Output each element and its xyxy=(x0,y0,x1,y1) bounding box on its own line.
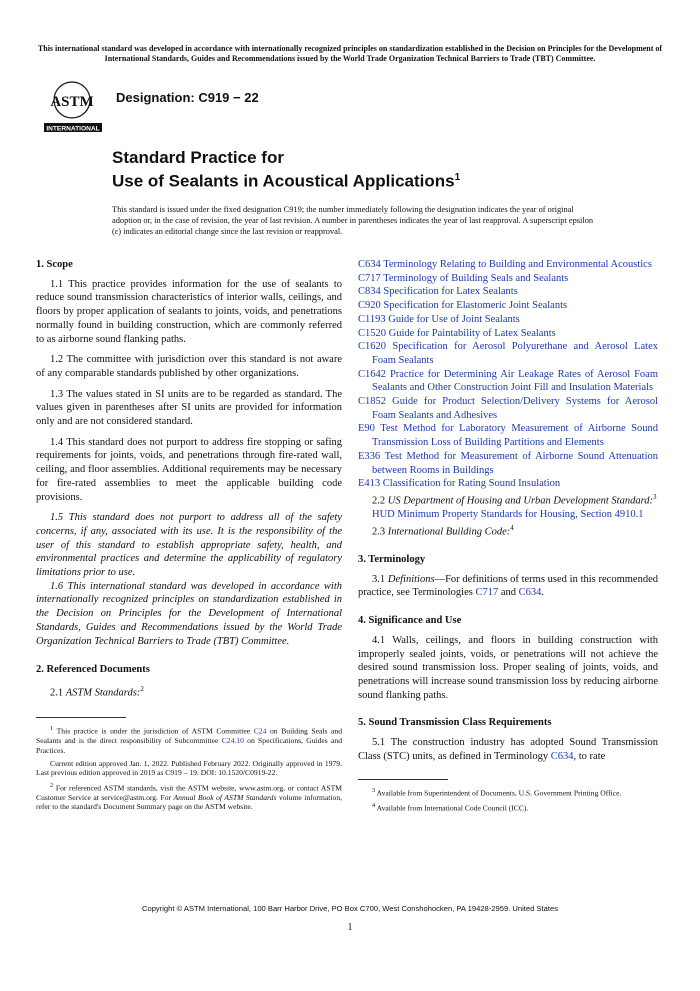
p2-2: 2.2 US Department of Housing and Urban Development Standard:$^3$ xyxy=(372,492,657,507)
astm-reference-item xyxy=(358,272,658,286)
reference-code-link[interactable]: C634 xyxy=(358,259,381,270)
footnote-4: $^4$ Available from International Code Council (ICC). xyxy=(372,801,529,813)
reference-title-link[interactable]: Specification for Aerosol Polyurethane and Aerosol Latex Foam Sealants xyxy=(372,341,659,366)
reference-code-link[interactable]: E90 xyxy=(358,423,375,435)
link-c24[interactable]: C24 xyxy=(253,726,267,736)
link-c634-stc[interactable]: C634 xyxy=(550,750,574,762)
astm-reference-item xyxy=(358,285,658,299)
scope-p5: 1.5 This standard does not purport to address all of the safety concerns, if any, associated with its use. It is the responsibility of the user of this standard to establish appropriate safety, health, and environmental practices and determine the applicability of regulatory limitations prior to use. xyxy=(36,512,342,579)
document-title xyxy=(112,148,460,192)
reference-code-link[interactable]: C834 xyxy=(358,286,381,298)
reference-title-link[interactable]: Classification for Rating Sound Insulation xyxy=(382,478,561,490)
scope-p3: 1.3 The values stated in SI units are to be regarded as standard. The values given in parentheses after SI units are provided for information only and are not considered standard. xyxy=(36,388,342,428)
page-number: 1 xyxy=(347,922,353,933)
link-c717[interactable]: C717 xyxy=(475,587,499,599)
footnote-1: $^1$ This practice is under the jurisdiction of ASTM Committee C24 on Building Seals and Sealants and is the direct responsibility of Subcommittee C24.10 on Specifications, Guides and Practices. xyxy=(36,725,343,755)
reference-title-link[interactable]: Specification for Elastomeric Joint Sealants xyxy=(383,300,568,312)
scope-p4: 1.4 This standard does not purport to address fire stopping or safing requirements for joints, voids, and penetrations through fire-rated wall, ceiling, and floor assemblies. Additional requirements may be necessary for fire-rated assemblies to meet the applicable building code provisions. xyxy=(36,436,342,503)
reference-code-link[interactable]: C1520 xyxy=(358,327,387,339)
astm-reference-item xyxy=(358,313,658,327)
astm-logo-icon xyxy=(38,78,108,136)
astm-reference-item xyxy=(358,395,658,422)
significance-p1: 4.1 Walls, ceilings, and floors in building construction with improperly sealed joints, voids, or penetrations will not achieve the desired sound transmission loss. Proper sealing of joints, voids, and penetrations will increase sound transmission loss by reducing airborne sound flanking paths. xyxy=(358,634,658,701)
link-c634-term[interactable]: C634 xyxy=(518,587,542,599)
top-note: This international standard was developed in accordance with internationally recognized principles on standardization established in the Decision on Principles for the Development of International Standards, Guides and Recommendations issued by the World Trade Organization Technical Barriers to Trade (TBT) Committee. xyxy=(37,44,663,63)
reference-code-link[interactable]: C1620 xyxy=(358,341,387,353)
reference-title-link[interactable]: Test Method for Laboratory Measurement of Airborne Sound Transmission Loss of Building Partitions and Elements xyxy=(372,423,659,449)
stc-heading: 5. Sound Transmission Class Requirements xyxy=(358,717,552,729)
issue-note: This standard is issued under the fixed designation C919; the number immediately following the designation indicates the year of original adoption or, in the case of revision, the year of last revision. A number in parentheses indicates the year of last reapproval. A superscript epsilon (ε) indicates an editorial change since the last revision or reapproval. xyxy=(112,205,594,236)
astm-reference-item xyxy=(358,477,658,491)
astm-reference-item xyxy=(358,327,658,341)
astm-reference-item xyxy=(358,258,658,272)
reference-title-link[interactable]: Terminology of Building Seals and Sealants xyxy=(383,272,569,284)
left-column xyxy=(36,258,342,815)
reference-title-link[interactable]: Practice for Determining Air Leakage Rates of Aerosol Foam Sealants and Other Construction Joint Fill and Insulation Materials xyxy=(372,368,658,394)
scope-p6: 1.6 This international standard was developed in accordance with internationally recognized principles on standardization established in the Decision on Principles for the Development of International Standards, Guides and Recommendations issued by the World Trade Organization Technical Barriers to Trade (TBT) Committee. xyxy=(36,580,342,647)
footnote-2: $^2$ For referenced ASTM standards, visit the ASTM website, www.astm.org, or contact ASTM Customer Service at service@astm.org. For Annual Book of ASTM Standards volume information, refer to the standard's Document Summary page on the ASTM website. xyxy=(36,781,343,812)
footnote-1-edition: Current edition approved Jan. 1, 2022. Published February 2022. Originally approved in 1979. Last previous edition approved in 2019 as C919 – 19. DOI: 10.1520/C0919-22. xyxy=(36,758,342,778)
reference-code-link[interactable]: E413 xyxy=(358,478,381,490)
right-column xyxy=(358,258,658,816)
reference-code-link[interactable]: C920 xyxy=(358,300,381,312)
terminology-heading: 3. Terminology xyxy=(358,554,426,566)
title-line2: Use of Sealants in Acoustical Applications xyxy=(112,171,455,191)
designation: Designation: C919 − 22 xyxy=(116,90,259,105)
footnote-rule-right xyxy=(358,779,448,780)
logo-sub-text: INTERNATIONAL xyxy=(46,125,100,133)
footnote-3: $^3$ Available from Superintendent of Documents, U.S. Government Printing Office. xyxy=(372,786,622,798)
reference-title-link[interactable]: Test Method for Measurement of Airborne Sound Attenuation between Rooms in Buildings xyxy=(372,450,658,476)
reference-code-link[interactable]: C1642 xyxy=(358,368,387,380)
terminology-p1: 3.1 Definitions—For definitions of terms used in this recommended practice, see Terminologies C717 and C634. xyxy=(358,573,658,599)
astm-reference-list xyxy=(358,258,658,491)
scope-p2: 1.2 The committee with jurisdiction over this standard is not aware of any comparable standards published by other organizations. xyxy=(36,354,342,379)
p2-3: 2.3 International Building Code:$^4$ xyxy=(372,523,514,538)
reference-title-link[interactable]: Specification for Latex Sealants xyxy=(383,286,518,298)
footnote-rule-left xyxy=(36,717,126,718)
link-c24-10[interactable]: C24.10 xyxy=(221,736,244,746)
astm-reference-item xyxy=(358,368,658,395)
astm-reference-item xyxy=(358,299,658,313)
reference-title-link[interactable]: Guide for Product Selection/Delivery Systems for Aerosol Foam Sealants and Adhesives xyxy=(372,396,658,421)
astm-reference-item xyxy=(358,450,658,477)
reference-title-link[interactable]: Guide for Paintability of Latex Sealants xyxy=(388,327,556,339)
copyright-footer: Copyright © ASTM International, 100 Barr Harbor Drive, PO Box C700, West Conshohocken, PA 19428-2959. United States xyxy=(141,904,558,913)
refdocs-p1: 2.1 ASTM Standards:$^2$ xyxy=(50,684,144,699)
title-line1: Standard Practice for xyxy=(112,148,284,167)
astm-reference-item xyxy=(358,340,658,367)
stc-p1: 5.1 The construction industry has adopted Sound Transmission Class (STC) units, as defined in Terminology C634, to rate xyxy=(358,737,658,762)
logo-text: ASTM xyxy=(50,94,94,110)
reference-code-link[interactable]: C717 xyxy=(358,272,381,284)
refdocs-heading: 2. Referenced Documents xyxy=(36,664,150,676)
reference-code-link[interactable]: C1193 xyxy=(358,313,386,325)
title-footnote-ref: 1 xyxy=(454,172,461,183)
astm-reference-item xyxy=(358,422,658,449)
reference-code-link[interactable]: C1852 xyxy=(358,396,387,408)
reference-title-link[interactable]: Guide for Use of Joint Sealants xyxy=(388,313,520,325)
significance-heading: 4. Significance and Use xyxy=(358,615,462,627)
scope-heading: 1. Scope xyxy=(36,259,73,270)
scope-p1: 1.1 This practice provides information for the use of sealants to reduce sound transmission characteristics of interior walls, ceilings, and floors by proper application of sealants to joints, voids, and penetrations normally found in building construction, which are commonly referred to as airborne sound flanking paths. xyxy=(36,278,342,345)
hud-reference[interactable]: HUD Minimum Property Standards for Housing, Section 4910.1 xyxy=(372,509,644,521)
reference-title-link[interactable]: Terminology Relating to Building and Environmental Acoustics xyxy=(383,259,652,270)
reference-code-link[interactable]: E336 xyxy=(358,450,381,462)
